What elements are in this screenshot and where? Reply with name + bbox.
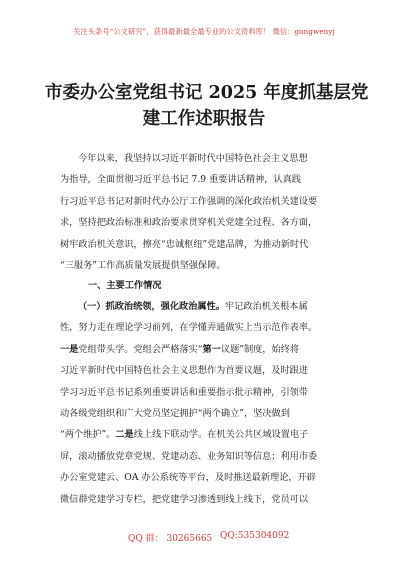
title-line: 建工作述职报告 <box>142 109 266 129</box>
qq-number: QQ:535304092 <box>220 531 290 541</box>
header-note: 关注头条号“公文研究”，获得最新最全最专业的公文资料库！ 微信：gongwenyj <box>73 27 335 36</box>
title-line: 市委办公室党组书记 2025 年度抓基层党 <box>45 83 369 103</box>
intro-line: 求，坚持把政治标准和政治要求贯穿机关党建全过程、各方面， <box>60 217 318 229</box>
intro-line: 今年以来，我坚持以习近平新时代中国特色社会主义思想 <box>78 153 308 164</box>
body-line: 屏，滚动播放党章党规、党建动态、业务知识等信息；利用市委 <box>60 450 318 462</box>
body-line: 习近平新时代中国特色社会主义思想作为首要议题，及时跟进 <box>60 365 309 377</box>
body-text: 议题”制度，始终将 <box>220 343 300 355</box>
subsection-heading: （一）抓政治统领，强化政治属性。 <box>78 301 225 312</box>
body-text: 党组带头学。党组会严格落实“ <box>78 343 203 355</box>
body-line <box>60 424 352 445</box>
body-line: 动各级党组织和广大党员坚定拥护“两个确立”，坚决做到 <box>60 407 290 419</box>
intro-line: “三服务”工作高质量发展提供坚强保障。 <box>60 259 226 271</box>
body-line: 学习习近平总书记系列重要讲话和重要指示批示精神，引领带 <box>60 386 309 398</box>
section-heading: 一、主要工作情况 <box>88 280 162 291</box>
body-text: 线上线下联动学。在机关公共区域设置电子 <box>133 429 309 441</box>
intro-paragraph <box>60 148 352 276</box>
body-line <box>60 296 352 317</box>
body-paragraph <box>60 296 352 510</box>
body-bold-text: 第一 <box>202 343 221 355</box>
body-text: “两个维护”。 <box>60 429 116 441</box>
body-line: 微信群党建学习专栏，把党建学习渗透到线上线下，党员可以 <box>60 493 309 505</box>
qq-group: QQ 群： 30265665 <box>128 534 213 544</box>
intro-line: 树牢政治机关意识，擦亮“忠诚枢纽”党建品牌，为推动新时代 <box>60 238 309 250</box>
body-line <box>60 339 352 360</box>
body-line: 办公室党建云、OA 办公系统等平台，及时推送最新理论，开辟 <box>60 472 316 484</box>
body-text: 牢记政治机关根本属 <box>225 301 308 312</box>
point-marker: 二是 <box>115 429 134 441</box>
intro-line: 为指导，全面贯彻习近平总书记 7.9 重要讲话精神，认真践 <box>60 174 301 186</box>
footer-contact <box>0 531 408 547</box>
point-marker: 一是 <box>60 343 79 355</box>
body-line: 性，努力走在理论学习前列，在学懂弄通做实上当示范作表率。 <box>60 322 318 334</box>
document-title <box>45 80 369 132</box>
intro-line: 行习近平总书记对新时代办公厅工作强调的深化政治机关建设要 <box>60 195 318 207</box>
